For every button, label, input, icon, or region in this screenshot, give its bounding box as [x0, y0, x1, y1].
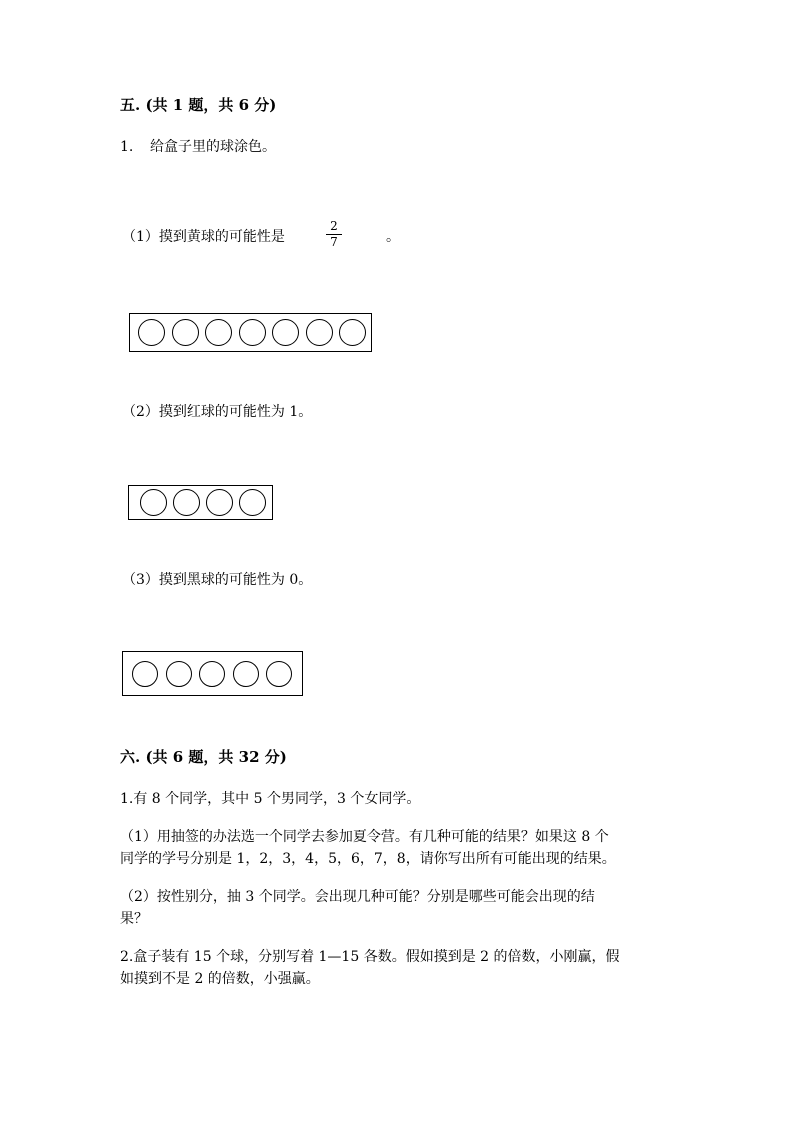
ball-box-3 — [122, 651, 303, 696]
section5-heading: 五. (共 1 题，共 6 分) — [120, 96, 277, 114]
ball-circle — [132, 661, 158, 687]
part1-end: 。 — [386, 229, 400, 245]
ball-circle — [272, 319, 299, 346]
section6-heading: 六. (共 6 题，共 32 分) — [120, 748, 287, 766]
ball-circle — [266, 661, 292, 687]
part1-text: （1）摸到黄球的可能性是 — [122, 229, 285, 245]
ball-circle — [339, 319, 366, 346]
probability-fraction — [326, 220, 342, 249]
ball-circle — [206, 489, 233, 516]
ball-circle — [306, 319, 333, 346]
ball-circle — [199, 661, 225, 687]
question-number: 1. — [120, 139, 134, 155]
question1-part1-line2: 同学的学号分别是 1，2，3，4，5，6，7，8，请你写出所有可能出现的结果。 — [120, 851, 616, 867]
question1-part1-line1: （1）用抽签的办法选一个同学去参加夏令营。有几种可能的结果？如果这 8 个 — [120, 829, 609, 845]
ball-circle — [233, 661, 259, 687]
ball-box-2 — [128, 485, 273, 520]
question2 — [120, 946, 680, 990]
ball-circle — [239, 319, 266, 346]
question1-part1 — [120, 826, 680, 870]
part3-text: （3）摸到黑球的可能性为 0。 — [122, 572, 313, 588]
question1-part2-line1: （2）按性别分，抽 3 个同学。会出现几种可能？分别是哪些可能会出现的结 — [120, 889, 595, 905]
ball-circle — [173, 489, 200, 516]
ball-box-1 — [129, 313, 372, 352]
ball-circle — [239, 489, 266, 516]
question-text: 给盒子里的球涂色。 — [150, 139, 276, 155]
question1-text: 1.有 8 个同学，其中 5 个男同学，3 个女同学。 — [120, 791, 421, 807]
question2-line1: 2.盒子装有 15 个球，分别写着 1—15 各数。假如摸到是 2 的倍数，小刚赢，假 — [120, 949, 620, 965]
ball-circle — [138, 319, 165, 346]
part2-text: （2）摸到红球的可能性为 1。 — [122, 404, 313, 420]
question1-part2 — [120, 886, 680, 930]
question1-part2-line2: 果？ — [120, 911, 148, 927]
ball-circle — [166, 661, 192, 687]
fraction-numerator: 2 — [326, 220, 342, 235]
ball-circle — [172, 319, 199, 346]
fraction-denominator: 7 — [330, 235, 338, 249]
question2-line2: 如摸到不是 2 的倍数，小强赢。 — [120, 971, 320, 987]
ball-circle — [205, 319, 232, 346]
ball-circle — [140, 489, 167, 516]
